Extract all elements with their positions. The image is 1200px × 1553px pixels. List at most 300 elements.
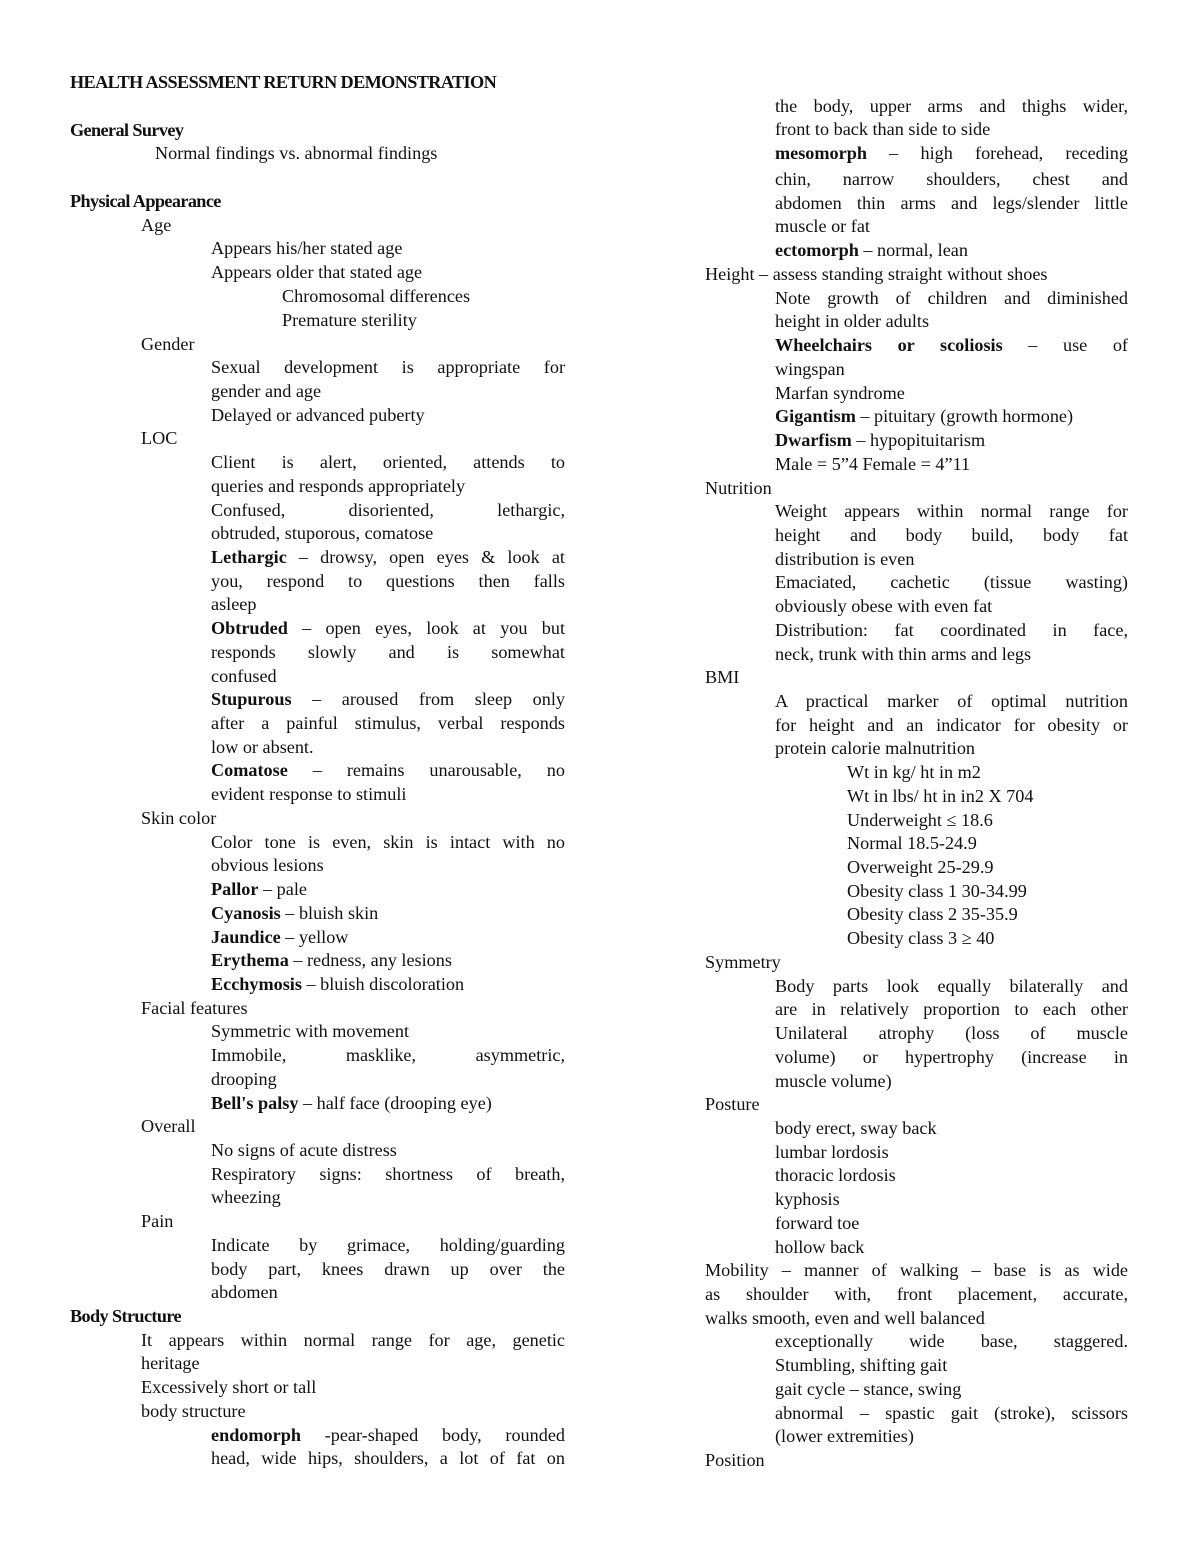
line-text <box>775 214 870 238</box>
line-content: you, respond to questions then falls <box>211 571 565 591</box>
bold-term: Dwarfism <box>775 430 852 450</box>
list-line <box>600 570 1200 594</box>
line-text <box>775 1353 947 1377</box>
list-line <box>0 901 600 925</box>
line-text <box>705 1306 985 1330</box>
line-content: kyphosis <box>775 1189 840 1209</box>
line-text <box>211 1162 565 1186</box>
list-line <box>0 569 600 593</box>
line-content: hollow back <box>775 1237 865 1257</box>
list-line <box>0 1351 600 1375</box>
term-description: – half face (drooping eye) <box>298 1093 492 1113</box>
list-line <box>600 333 1200 357</box>
line-text <box>705 1448 765 1472</box>
line-text <box>141 996 248 1020</box>
line-content: Skin color <box>141 808 217 828</box>
line-content: Height – assess standing straight without shoes <box>705 264 1048 284</box>
list-line <box>0 592 600 616</box>
line-text <box>211 403 425 427</box>
line-text <box>211 1233 565 1257</box>
line-content: LOC <box>141 428 178 448</box>
line-text <box>775 357 845 381</box>
list-line <box>0 1091 600 1115</box>
line-text <box>211 1043 565 1067</box>
list-line <box>0 545 600 569</box>
list-line <box>0 284 600 308</box>
line-text <box>211 925 348 949</box>
line-content: asleep <box>211 594 257 614</box>
bold-term: Ecchymosis <box>211 974 302 994</box>
line-text <box>141 806 216 830</box>
line-text <box>847 784 1033 808</box>
line-text <box>211 877 307 901</box>
line-content: walks smooth, even and well balanced <box>705 1308 985 1328</box>
list-line <box>0 640 600 664</box>
line-text <box>775 381 905 405</box>
list-line <box>0 996 600 1020</box>
line-text <box>211 948 452 972</box>
line-text <box>211 782 407 806</box>
line-content: Premature sterility <box>282 310 417 330</box>
list-line <box>0 735 600 759</box>
line-text <box>705 665 739 689</box>
list-line <box>600 642 1200 666</box>
list-line <box>600 523 1200 547</box>
line-content: exceptionally wide base, staggered. <box>775 1331 1128 1351</box>
heading-text <box>70 70 496 94</box>
line-content: muscle volume) <box>775 1071 892 1091</box>
bold-term: Obtruded <box>211 618 288 638</box>
list-line <box>0 426 600 450</box>
line-text <box>775 1424 914 1448</box>
line-content: abdomen thin arms and legs/slender little <box>775 193 1128 213</box>
line-content: Symmetric with movement <box>211 1021 410 1041</box>
list-line <box>600 1187 1200 1211</box>
line-content: Unilateral atrophy (loss of muscle <box>775 1023 1128 1043</box>
term-description: – open eyes, look at you but <box>287 618 565 638</box>
line-text <box>775 191 1128 215</box>
line-content: Normal 18.5-24.9 <box>847 833 977 853</box>
line-content: Overweight 25-29.9 <box>847 857 994 877</box>
line-text <box>775 618 1128 642</box>
list-line <box>600 736 1200 760</box>
line-content: chin, narrow shoulders, chest and <box>775 169 1128 189</box>
line-content: low or absent. <box>211 737 314 757</box>
line-text <box>211 1138 397 1162</box>
line-text <box>211 853 324 877</box>
list-line <box>0 474 600 498</box>
line-text <box>775 1187 840 1211</box>
list-line <box>0 806 600 830</box>
line-content: Marfan syndrome <box>775 383 905 403</box>
list-line <box>0 972 600 996</box>
list-line <box>600 713 1200 737</box>
list-line <box>600 1235 1200 1259</box>
heading-label: Physical Appearance <box>70 191 221 211</box>
line-content: after a painful stimulus, verbal responds <box>211 713 565 733</box>
list-line <box>600 476 1200 500</box>
list-line <box>600 1116 1200 1140</box>
list-line <box>0 1280 600 1304</box>
section-heading <box>0 1304 600 1328</box>
line-text <box>211 236 402 260</box>
line-text <box>775 570 1128 594</box>
list-line <box>0 664 600 688</box>
line-content: abdomen <box>211 1282 278 1302</box>
line-content: are in relatively proportion to each other <box>775 999 1128 1019</box>
line-text <box>705 1258 1128 1282</box>
term-description: – redness, any lesions <box>288 950 452 970</box>
line-text <box>775 689 1128 713</box>
bold-term: endomorph <box>211 1425 301 1445</box>
line-content: as shoulder with, front placement, accurate, <box>705 1284 1128 1304</box>
line-content: Color tone is even, skin is intact with no <box>211 832 565 852</box>
list-line <box>600 381 1200 405</box>
line-content: the body, upper arms and thighs wider, <box>775 96 1128 116</box>
line-text <box>847 760 981 784</box>
line-text <box>775 141 1128 165</box>
term-description: – aroused from sleep only <box>291 689 565 709</box>
line-text <box>775 1140 889 1164</box>
heading-text <box>70 1304 181 1328</box>
line-text <box>775 1235 864 1259</box>
line-content: (lower extremities) <box>775 1426 914 1446</box>
line-text <box>211 735 314 759</box>
line-content: Symmetry <box>705 952 781 972</box>
line-content: wingspan <box>775 359 845 379</box>
bold-term: ectomorph <box>775 240 859 260</box>
list-line <box>600 1448 1200 1472</box>
line-text <box>775 309 929 333</box>
line-text <box>775 1021 1128 1045</box>
line-content: Stumbling, shifting gait <box>775 1355 948 1375</box>
list-line <box>0 948 600 972</box>
line-content: Age <box>141 215 172 235</box>
line-text <box>211 758 565 782</box>
list-line <box>600 855 1200 879</box>
line-text <box>775 642 1031 666</box>
list-line <box>600 760 1200 784</box>
list-line <box>600 1401 1200 1425</box>
line-content: Immobile, masklike, asymmetric, <box>211 1045 565 1065</box>
line-text <box>775 974 1128 998</box>
list-line <box>600 1211 1200 1235</box>
bold-term: Lethargic <box>211 547 287 567</box>
list-line <box>0 616 600 640</box>
line-text <box>775 499 1128 523</box>
list-line <box>600 665 1200 689</box>
list-line <box>600 689 1200 713</box>
list-line <box>600 357 1200 381</box>
line-content: confused <box>211 666 277 686</box>
list-line <box>600 1140 1200 1164</box>
line-text <box>141 1209 173 1233</box>
bold-term: Erythema <box>211 950 289 970</box>
line-content: Emaciated, cachetic (tissue wasting) <box>775 572 1128 592</box>
line-text <box>141 1375 316 1399</box>
line-text <box>847 855 993 879</box>
line-content: Normal findings vs. abnormal findings <box>155 143 438 163</box>
list-line <box>0 332 600 356</box>
line-content: gender and age <box>211 381 322 401</box>
line-text <box>211 498 565 522</box>
term-description: – use of <box>1002 335 1128 355</box>
line-text <box>847 831 977 855</box>
line-content: wheezing <box>211 1187 281 1207</box>
line-content: Facial features <box>141 998 248 1018</box>
term-description: – bluish skin <box>280 903 379 923</box>
line-text <box>775 404 1073 428</box>
list-line <box>0 450 600 474</box>
line-content: forward toe <box>775 1213 860 1233</box>
line-content: front to back than side to side <box>775 119 991 139</box>
list-line <box>600 902 1200 926</box>
line-content: Note growth of children and diminished <box>775 288 1128 308</box>
line-text <box>282 284 470 308</box>
list-line <box>0 1399 600 1423</box>
line-text <box>705 950 781 974</box>
term-description: – pituitary (growth hormone) <box>855 406 1074 426</box>
list-line <box>600 547 1200 571</box>
term-description: – hypopituitarism <box>851 430 986 450</box>
term-description: -pear-shaped body, rounded <box>300 1425 565 1445</box>
line-text <box>705 1092 760 1116</box>
line-text <box>705 262 1048 286</box>
list-line <box>0 1375 600 1399</box>
line-content: Body parts look equally bilaterally and <box>775 976 1128 996</box>
line-text <box>775 428 985 452</box>
line-content: obtruded, stuporous, comatose <box>211 523 434 543</box>
line-text <box>775 997 1128 1021</box>
list-line <box>0 355 600 379</box>
list-line <box>600 428 1200 452</box>
line-content: Posture <box>705 1094 760 1114</box>
line-text <box>211 450 565 474</box>
line-content: body erect, sway back <box>775 1118 937 1138</box>
line-content: A practical marker of optimal nutrition <box>775 691 1128 711</box>
line-text <box>705 1282 1128 1306</box>
line-content: Obesity class 2 35-35.9 <box>847 904 1018 924</box>
list-line <box>0 1138 600 1162</box>
line-text <box>211 1185 281 1209</box>
line-text <box>211 1423 565 1447</box>
heading-label: Body Structure <box>70 1306 181 1326</box>
list-line <box>600 1306 1200 1330</box>
line-text <box>775 547 914 571</box>
list-line <box>600 879 1200 903</box>
line-text <box>211 1257 565 1281</box>
line-content: abnormal – spastic gait (stroke), scissors <box>775 1403 1128 1423</box>
line-content: heritage <box>141 1353 200 1373</box>
line-text <box>211 1280 278 1304</box>
list-line <box>0 213 600 237</box>
line-content: queries and responds appropriately <box>211 476 466 496</box>
line-text <box>141 332 195 356</box>
list-line <box>600 141 1200 165</box>
line-text <box>775 1116 937 1140</box>
line-text <box>775 117 990 141</box>
line-content: Obesity class 3 ≥ 40 <box>847 928 995 948</box>
heading-text <box>70 118 183 142</box>
list-line <box>600 1282 1200 1306</box>
line-content: Pain <box>141 1211 174 1231</box>
list-line <box>600 1377 1200 1401</box>
line-text <box>775 1045 1128 1069</box>
line-content: height and body build, body fat <box>775 525 1128 545</box>
bold-term: Jaundice <box>211 927 281 947</box>
line-text <box>211 260 422 284</box>
list-line <box>600 1092 1200 1116</box>
list-line <box>600 926 1200 950</box>
list-line <box>0 141 600 165</box>
heading-label: General Survey <box>70 120 184 140</box>
term-description: – bluish discoloration <box>301 974 465 994</box>
list-line <box>600 974 1200 998</box>
line-text <box>775 1069 892 1093</box>
list-line <box>0 498 600 522</box>
list-line <box>600 499 1200 523</box>
bold-term: Bell's palsy <box>211 1093 299 1113</box>
line-content: neck, trunk with thin arms and legs <box>775 644 1032 664</box>
line-text <box>847 879 1027 903</box>
line-content: Underweight ≤ 18.6 <box>847 810 993 830</box>
line-text <box>775 286 1128 310</box>
list-line <box>600 594 1200 618</box>
bold-term: Pallor <box>211 879 259 899</box>
line-text <box>211 616 565 640</box>
line-text <box>211 664 277 688</box>
line-text <box>775 736 975 760</box>
line-text <box>775 238 968 262</box>
list-line <box>0 1446 600 1470</box>
list-line <box>600 309 1200 333</box>
list-line <box>600 1045 1200 1069</box>
list-line <box>0 925 600 949</box>
line-content: Indicate by grimace, holding/guarding <box>211 1235 565 1255</box>
line-content: Position <box>705 1450 765 1470</box>
line-content: Weight appears within normal range for <box>775 501 1128 521</box>
list-line <box>600 262 1200 286</box>
line-text <box>211 1067 277 1091</box>
line-text <box>775 1377 961 1401</box>
line-text <box>775 1163 896 1187</box>
list-line <box>0 379 600 403</box>
list-line <box>0 1328 600 1352</box>
list-line <box>600 167 1200 191</box>
term-description: – remains unarousable, no <box>287 760 565 780</box>
line-content: Wt in lbs/ ht in in2 X 704 <box>847 786 1034 806</box>
line-text <box>211 592 256 616</box>
line-content: Appears older that stated age <box>211 262 423 282</box>
line-text <box>775 1211 859 1235</box>
line-content: Client is alert, oriented, attends to <box>211 452 565 472</box>
list-line <box>0 1162 600 1186</box>
list-line <box>600 618 1200 642</box>
line-text <box>141 1351 200 1375</box>
section-heading <box>0 118 600 142</box>
line-text <box>775 333 1128 357</box>
line-content: Respiratory signs: shortness of breath, <box>211 1164 565 1184</box>
term-description: – normal, lean <box>858 240 968 260</box>
line-text <box>211 474 465 498</box>
line-content: Gender <box>141 334 195 354</box>
list-line <box>600 214 1200 238</box>
line-content: No signs of acute distress <box>211 1140 397 1160</box>
line-text <box>211 545 565 569</box>
line-content: volume) or hypertrophy (increase in <box>775 1047 1128 1067</box>
list-line <box>0 1209 600 1233</box>
list-line <box>600 808 1200 832</box>
list-line <box>0 521 600 545</box>
line-content: thoracic lordosis <box>775 1165 896 1185</box>
line-text <box>775 713 1128 737</box>
line-content: It appears within normal range for age, genetic <box>141 1330 565 1350</box>
line-content: Distribution: fat coordinated in face, <box>775 620 1128 640</box>
list-line <box>600 1021 1200 1045</box>
line-content: drooping <box>211 1069 277 1089</box>
line-content: Mobility – manner of walking – base is as wide <box>705 1260 1128 1280</box>
line-text <box>211 355 565 379</box>
term-description: – high forehead, receding <box>866 143 1128 163</box>
list-line <box>600 286 1200 310</box>
list-line <box>600 784 1200 808</box>
line-text <box>775 167 1128 191</box>
line-text <box>282 308 417 332</box>
line-text <box>211 1019 409 1043</box>
term-description: – drowsy, open eyes & look at <box>286 547 565 567</box>
line-text <box>211 687 565 711</box>
list-line <box>0 1114 600 1138</box>
line-content: obviously obese with even fat <box>775 596 993 616</box>
list-line <box>600 452 1200 476</box>
term-description: – yellow <box>280 927 349 947</box>
bold-term: Cyanosis <box>211 903 281 923</box>
line-content: body part, knees drawn up over the <box>211 1259 565 1279</box>
line-content: Nutrition <box>705 478 772 498</box>
line-content: gait cycle – stance, swing <box>775 1379 962 1399</box>
line-content: Appears his/her stated age <box>211 238 403 258</box>
term-description: – pale <box>258 879 307 899</box>
list-line <box>0 853 600 877</box>
list-line <box>600 1258 1200 1282</box>
list-line <box>600 1329 1200 1353</box>
list-line <box>600 191 1200 215</box>
bold-term: Comatose <box>211 760 288 780</box>
line-text <box>141 1399 246 1423</box>
line-text <box>155 141 437 165</box>
line-content: Excessively short or tall <box>141 1377 317 1397</box>
list-line <box>0 1185 600 1209</box>
line-text <box>847 926 994 950</box>
line-content: head, wide hips, shoulders, a lot of fat on <box>211 1448 565 1468</box>
line-text <box>775 1329 1128 1353</box>
line-content: lumbar lordosis <box>775 1142 889 1162</box>
line-content: Male = 5”4 Female = 4”11 <box>775 454 971 474</box>
line-text <box>211 1446 565 1470</box>
list-line <box>0 711 600 735</box>
line-content: Sexual development is appropriate for <box>211 357 565 377</box>
list-line <box>600 1353 1200 1377</box>
heading-label: HEALTH ASSESSMENT RETURN DEMONSTRATION <box>70 72 497 92</box>
line-content: protein calorie malnutrition <box>775 738 976 758</box>
list-line <box>600 404 1200 428</box>
line-text <box>775 594 992 618</box>
line-content: height in older adults <box>775 311 930 331</box>
line-text <box>211 521 433 545</box>
list-line <box>0 758 600 782</box>
line-text <box>211 640 565 664</box>
list-line <box>600 1424 1200 1448</box>
